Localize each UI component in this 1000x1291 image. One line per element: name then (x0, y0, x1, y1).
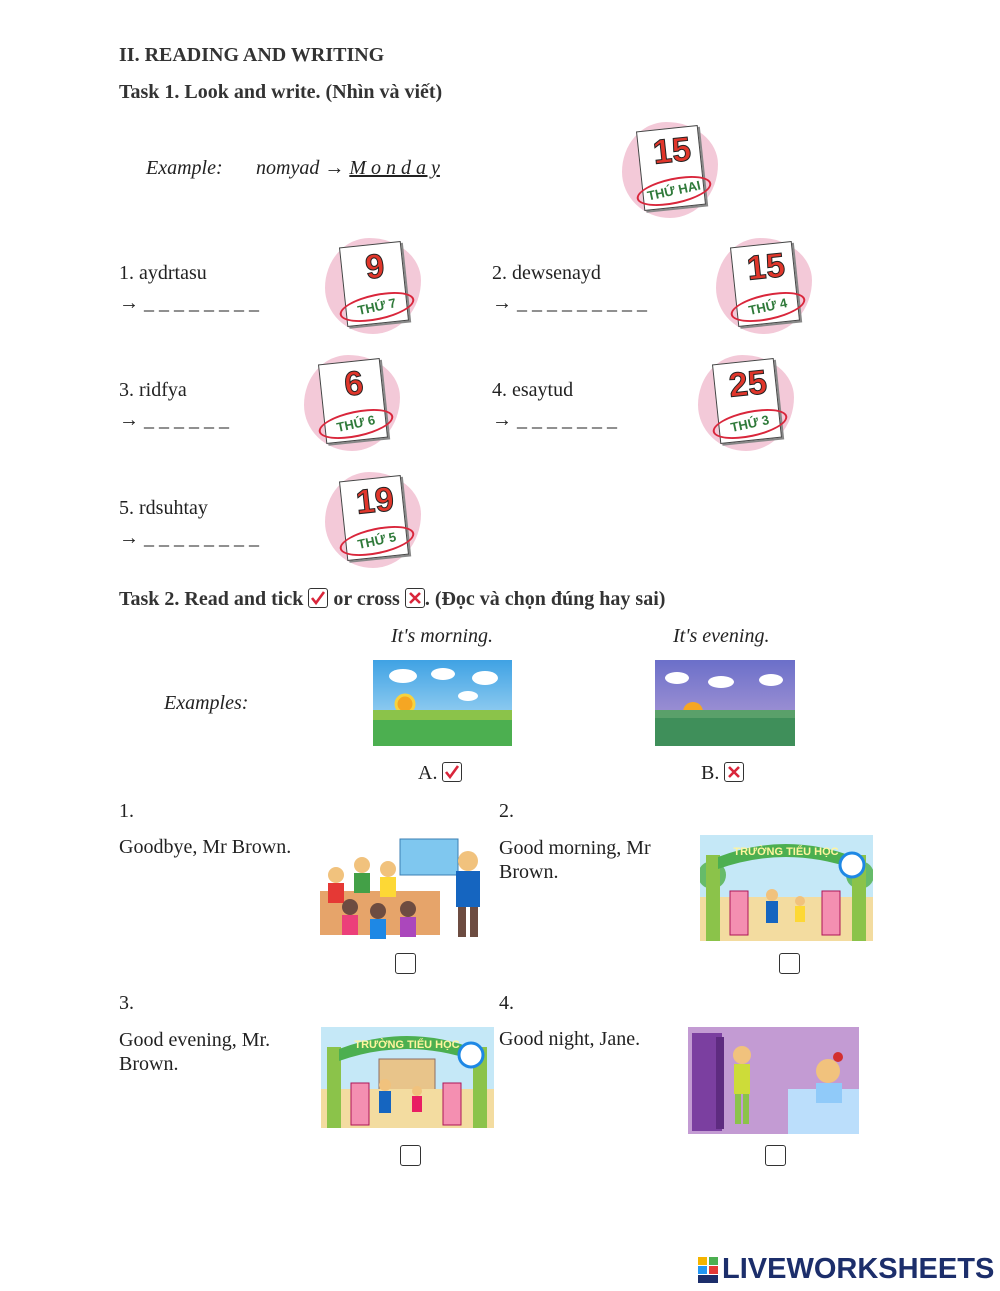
task2-item-3-number: 3. (119, 992, 134, 1014)
task1-item-3-blank[interactable]: → _ _ _ _ _ _ (119, 409, 229, 431)
examples-label: Examples: (164, 692, 249, 714)
school-sign: TRƯỜNG TIỂU HỌC (354, 1039, 460, 1051)
task2-item-4-text: Good night, Jane. (499, 1028, 641, 1050)
calendar-icon (304, 355, 400, 451)
task2-item-1-text: Goodbye, Mr Brown. (119, 836, 292, 858)
school-gate-picture (700, 835, 873, 941)
calendar-number: 15 (745, 246, 787, 288)
example-a-caption: It's morning. (391, 625, 494, 647)
calendar-day: THỨ 3 (710, 403, 790, 444)
calendar-number: 19 (354, 480, 396, 522)
tick-icon (442, 762, 462, 782)
task1-item-1-prompt: 1. aydrtasu (119, 262, 207, 284)
task1-item-5-blank[interactable]: → _ _ _ _ _ _ _ _ (119, 527, 259, 549)
calendar-day: THỨ 5 (337, 520, 417, 561)
task1-item-3-prompt: 3. ridfya (119, 379, 187, 401)
morning-picture (373, 660, 512, 746)
example-word (256, 157, 440, 180)
tick-icon (308, 588, 328, 608)
task2-item-1-number: 1. (119, 800, 134, 822)
task2-item-2-text: Good morning, Mr Brown. (499, 837, 651, 883)
example-b-label: B. (701, 762, 744, 785)
cross-icon (724, 762, 744, 782)
calendar-number: 9 (363, 247, 387, 287)
task2-item-2-number: 2. (499, 800, 514, 822)
school-gate-picture (321, 1027, 494, 1128)
task1-item-2-blank[interactable]: → _ _ _ _ _ _ _ _ _ (492, 292, 647, 314)
task1-item-1-blank[interactable]: → _ _ _ _ _ _ _ _ (119, 292, 259, 314)
classroom-picture (316, 835, 490, 941)
cross-icon (405, 588, 425, 608)
example-b-caption: It's evening. (673, 625, 770, 647)
calendar-icon (716, 238, 812, 334)
calendar-number: 15 (651, 130, 693, 172)
task1-item-2-prompt: 2. dewsenayd (492, 262, 601, 284)
liveworksheets-logo-icon (698, 1257, 718, 1283)
task2-item-4-number: 4. (499, 992, 514, 1014)
calendar-icon (325, 472, 421, 568)
calendar-day: THỨ 4 (728, 286, 808, 327)
task1-title: Task 1. Look and write. (Nhìn và viết) (119, 81, 443, 103)
task2-item-1-checkbox[interactable] (395, 953, 416, 974)
arrow-icon: → (324, 157, 345, 179)
calendar-day: THỨ 6 (316, 403, 396, 444)
task2-item-3-checkbox[interactable] (400, 1145, 421, 1166)
example-scrambled: nomyad (256, 157, 320, 179)
calendar-icon (325, 238, 421, 334)
calendar-day: THỨ 7 (337, 286, 417, 327)
task2-item-4-checkbox[interactable] (765, 1145, 786, 1166)
example-a-label: A. (418, 762, 462, 785)
calendar-number: 25 (727, 363, 769, 405)
school-sign: TRƯỜNG TIỂU HỌC (733, 846, 839, 858)
task1-item-5-prompt: 5. rdsuhtay (119, 497, 208, 519)
example-label: Example: (146, 157, 223, 179)
calendar-icon (622, 122, 718, 218)
calendar-icon (698, 355, 794, 451)
evening-picture (655, 660, 795, 746)
example-answer: M o n d a y (349, 157, 440, 179)
calendar-day: THỨ HAI (634, 170, 714, 211)
task2-title: Task 2. Read and tick or cross . (Đọc và chọn đúng hay sai) (119, 588, 666, 610)
task2-item-2-checkbox[interactable] (779, 953, 800, 974)
calendar-number: 6 (342, 364, 366, 404)
liveworksheets-logo[interactable]: LIVEWORKSHEETS (722, 1253, 995, 1285)
task1-item-4-prompt: 4. esaytud (492, 379, 574, 401)
bedroom-picture (688, 1027, 859, 1134)
task2-item-3-text: Good evening, Mr. Brown. (119, 1029, 271, 1075)
section-title: II. READING AND WRITING (119, 44, 385, 66)
task1-item-4-blank[interactable]: → _ _ _ _ _ _ _ (492, 409, 617, 431)
